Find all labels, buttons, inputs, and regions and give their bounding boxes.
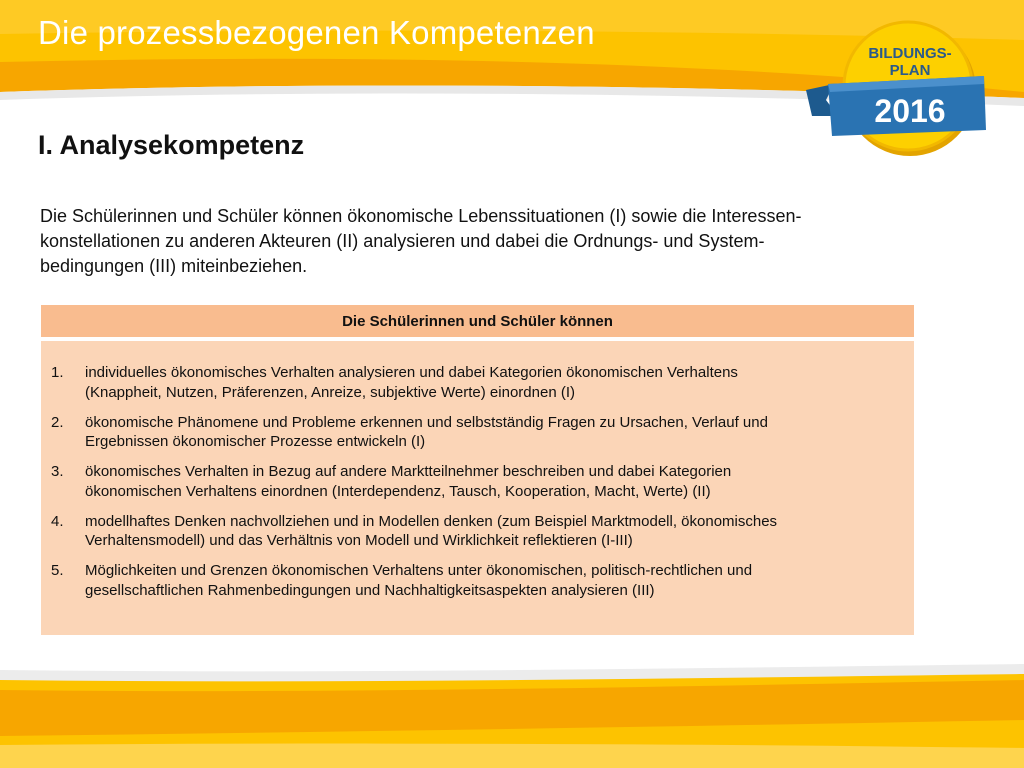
intro-line: konstellationen zu anderen Akteuren (II) analysieren und dabei die Ordnungs- und System- <box>40 231 765 251</box>
competence-item-line: modellhaftes Denken nachvollziehen und in Modellen denken (zum Beispiel Marktmodell, ökonomisches <box>85 512 778 530</box>
competence-item-line: ökonomisches Verhalten in Bezug auf andere Marktteilnehmer beschreiben und dabei Kategorien <box>85 463 732 480</box>
competence-item-text <box>85 512 777 551</box>
badge-line1: BILDUNGS- <box>868 45 952 62</box>
competence-item-number: 3. <box>51 463 64 480</box>
competence-item-number: 4. <box>51 512 64 530</box>
intro-paragraph <box>40 204 900 279</box>
competence-item-number: 2. <box>51 413 64 431</box>
competence-item <box>41 363 914 402</box>
competence-item <box>41 413 914 452</box>
competence-item-line: Verhaltensmodell) und das Verhältnis von Modell und Wirklichkeit reflektieren (I-III) <box>85 532 633 549</box>
competence-box-header-text: Die Schülerinnen und Schüler können <box>342 312 613 330</box>
competence-item-text <box>85 413 768 452</box>
section-heading: I. Analysekompetenz <box>38 130 305 160</box>
slide-title: Die prozessbezogenen Kompetenzen <box>38 14 595 51</box>
competence-item <box>41 512 914 551</box>
competence-item-line: Ergebnissen ökonomischer Prozesse entwickeln (I) <box>85 433 426 450</box>
competence-box <box>41 341 914 635</box>
bottom-band-light <box>0 744 1024 768</box>
competence-item-number: 1. <box>51 364 64 381</box>
competence-box-header <box>41 305 914 337</box>
competence-item-number: 5. <box>51 562 64 579</box>
competence-item <box>41 561 914 600</box>
bildungsplan-badge <box>806 18 996 158</box>
competence-item-line: (Knappheit, Nutzen, Präferenzen, Anreize, subjektive Werte) einordnen (I) <box>85 383 575 401</box>
intro-line: Die Schülerinnen und Schüler können ökonomische Lebenssituationen (I) sowie die Interessen- <box>40 206 802 226</box>
competence-item-line: gesellschaftlichen Rahmenbedingungen und Nachhaltigkeitsaspekten analysieren (III) <box>85 581 655 599</box>
competence-item-text <box>85 363 738 402</box>
intro-line: bedingungen (III) miteinbeziehen. <box>40 256 308 276</box>
competence-item-line: ökonomischen Verhaltens einordnen (Interdependenz, Tausch, Kooperation, Macht, Werte) (II) <box>85 482 711 500</box>
badge-line2: PLAN <box>889 62 931 79</box>
competence-list <box>41 341 914 600</box>
competence-item-line: Möglichkeiten und Grenzen ökonomischen Verhaltens unter ökonomischen, politisch-rechtlichen und <box>85 562 753 579</box>
competence-item-line: individuelles ökonomisches Verhalten analysieren und dabei Kategorien ökonomischen Verhaltens <box>85 364 738 381</box>
competence-item-text <box>85 462 731 501</box>
competence-item-text <box>85 561 752 600</box>
competence-item <box>41 462 914 501</box>
badge-year: 2016 <box>874 93 946 129</box>
competence-item-line: ökonomische Phänomene und Probleme erkennen und selbstständig Fragen zu Ursachen, Verlauf und <box>85 413 768 431</box>
